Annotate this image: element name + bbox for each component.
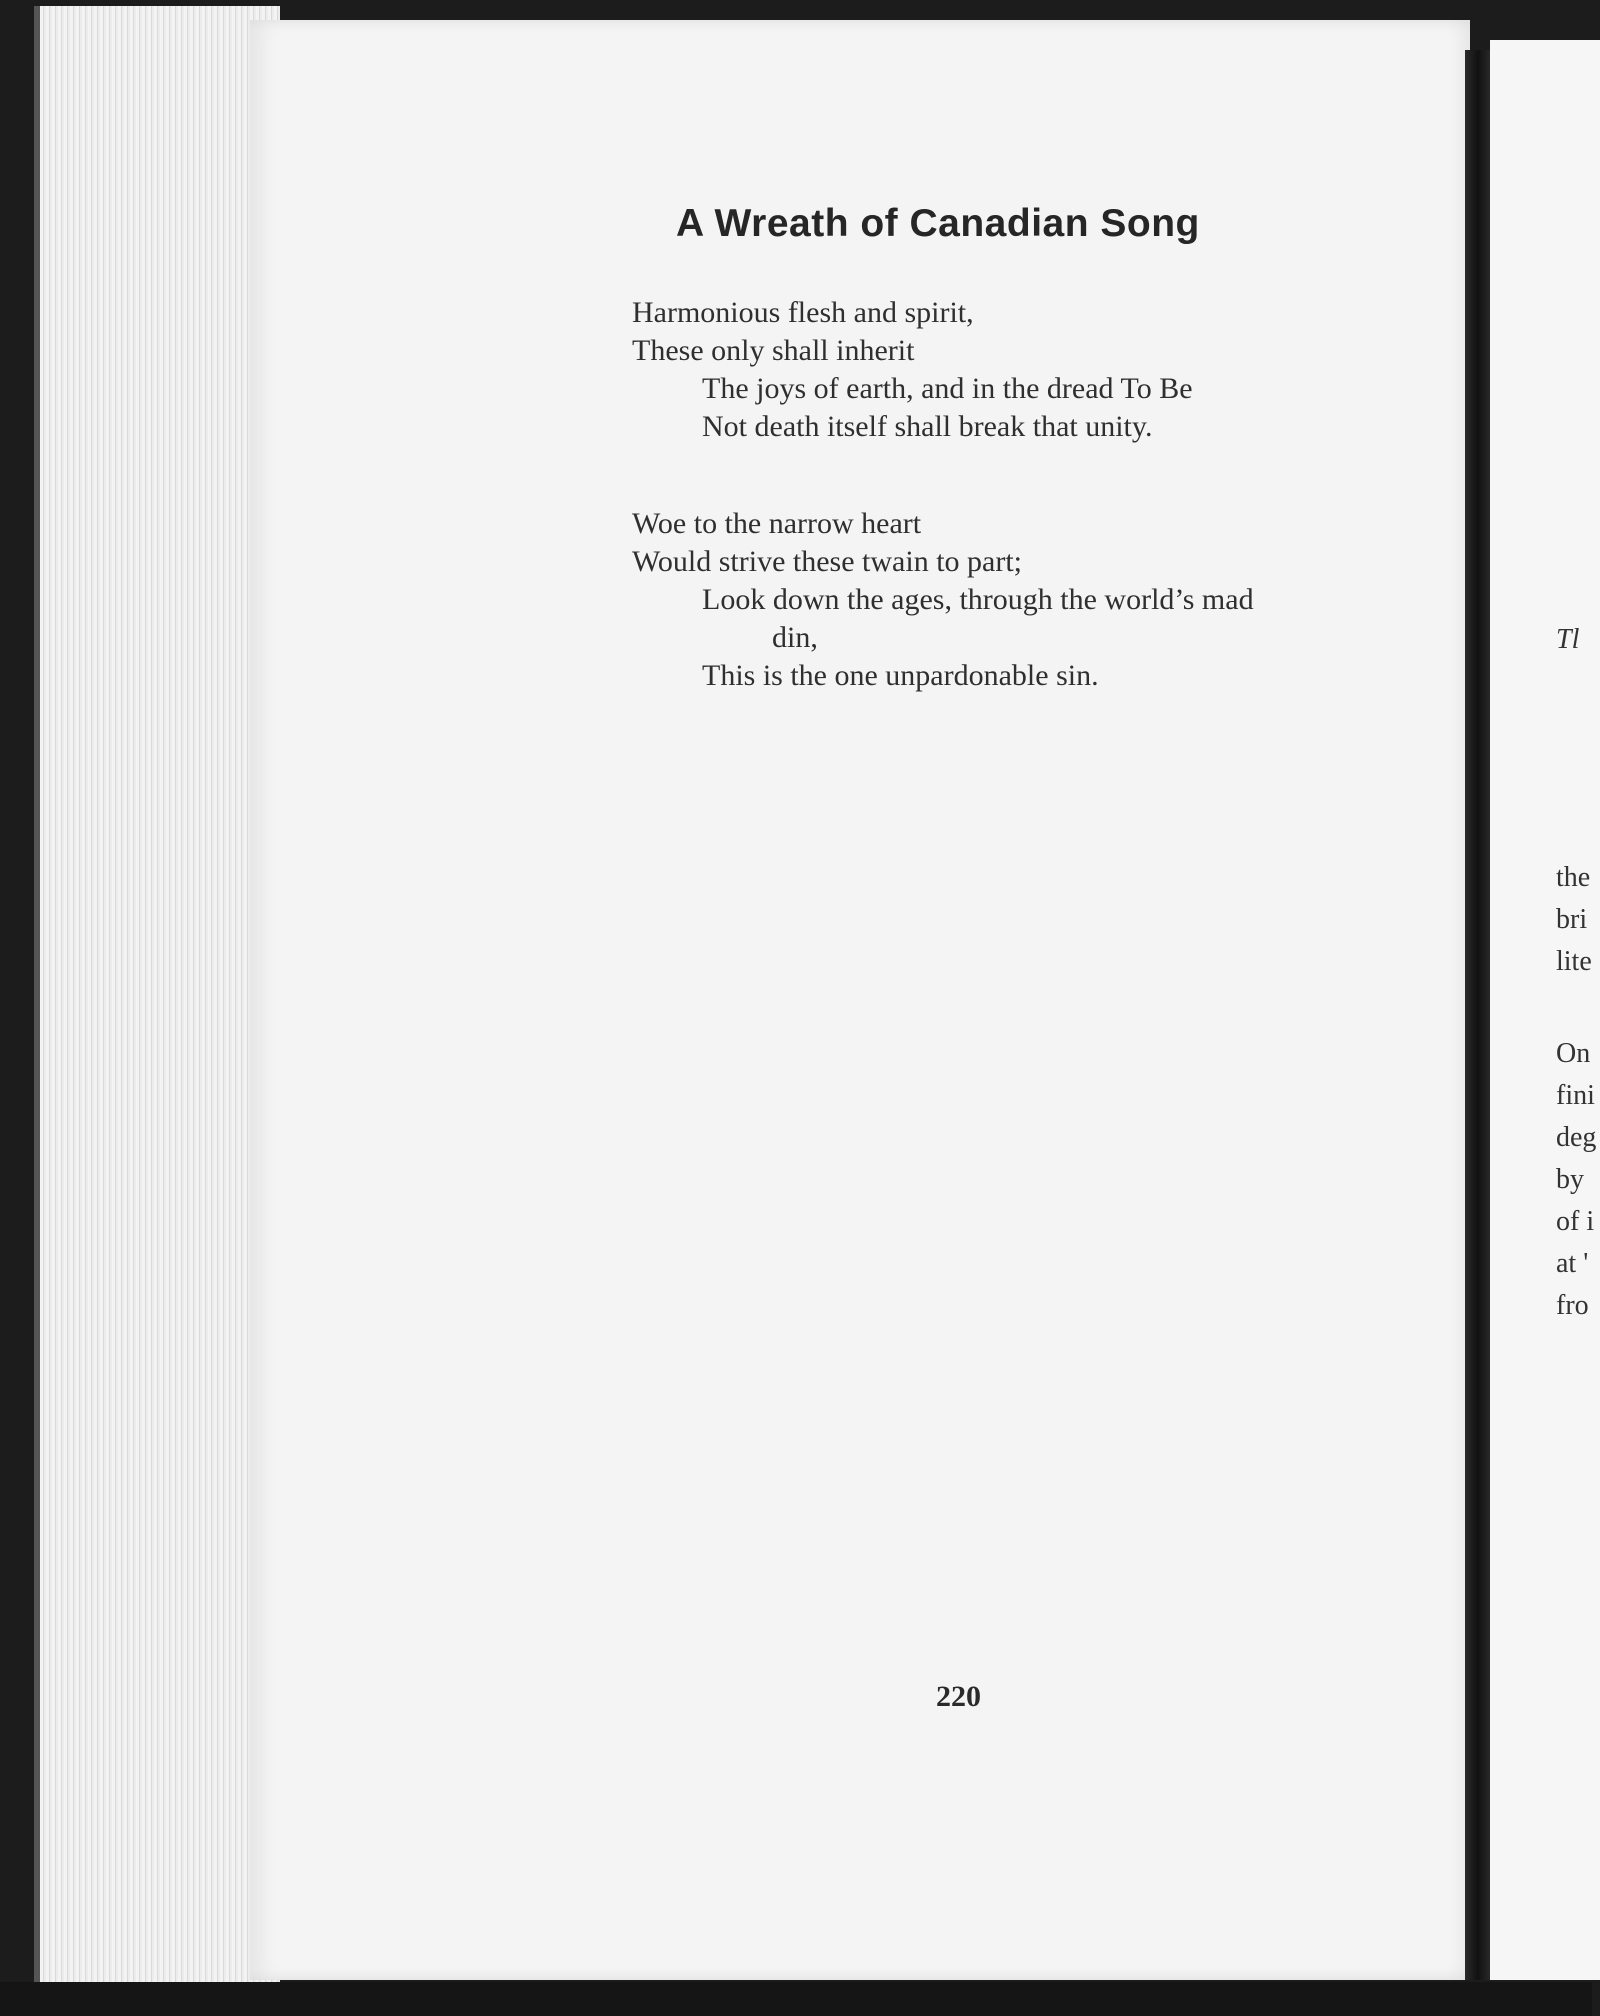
page-edges — [34, 6, 280, 1984]
right-page-fragment: On — [1556, 1038, 1591, 1069]
stanza-1 — [632, 294, 1193, 446]
verse-line: This is the one unpardonable sin. — [702, 659, 1099, 692]
right-page-fragment: lite — [1556, 946, 1592, 977]
verse-line: Look down the ages, through the world’s mad — [702, 583, 1254, 616]
verse-line: Harmonious flesh and spirit, — [632, 296, 974, 329]
verse-line: Not death itself shall break that unity. — [702, 410, 1153, 443]
right-page-fragment: by — [1556, 1164, 1584, 1195]
verse-line: din, — [772, 621, 818, 654]
running-head: A Wreath of Canadian Song — [676, 202, 1200, 245]
right-page-fragment: bri — [1556, 904, 1588, 935]
right-page-fragment: fro — [1556, 1290, 1589, 1321]
book-gutter — [1465, 50, 1491, 1980]
verse-line: Woe to the narrow heart — [632, 507, 922, 540]
right-page-fragment: the — [1556, 862, 1591, 893]
right-page-fragment: of i — [1556, 1206, 1595, 1237]
right-page — [1490, 40, 1600, 1980]
right-page-fragment: Tl — [1556, 624, 1580, 655]
stanza-2 — [632, 505, 1254, 695]
page-number: 220 — [936, 1680, 981, 1713]
right-page-fragment: fini — [1556, 1080, 1595, 1111]
right-page-fragment: deg — [1556, 1122, 1597, 1153]
scan-border — [0, 1982, 1592, 2016]
verse-line: These only shall inherit — [632, 334, 915, 367]
right-page-fragment: at ' — [1556, 1248, 1589, 1279]
verse-line: Would strive these twain to part; — [632, 545, 1022, 578]
verse-line: The joys of earth, and in the dread To Be — [702, 372, 1193, 405]
